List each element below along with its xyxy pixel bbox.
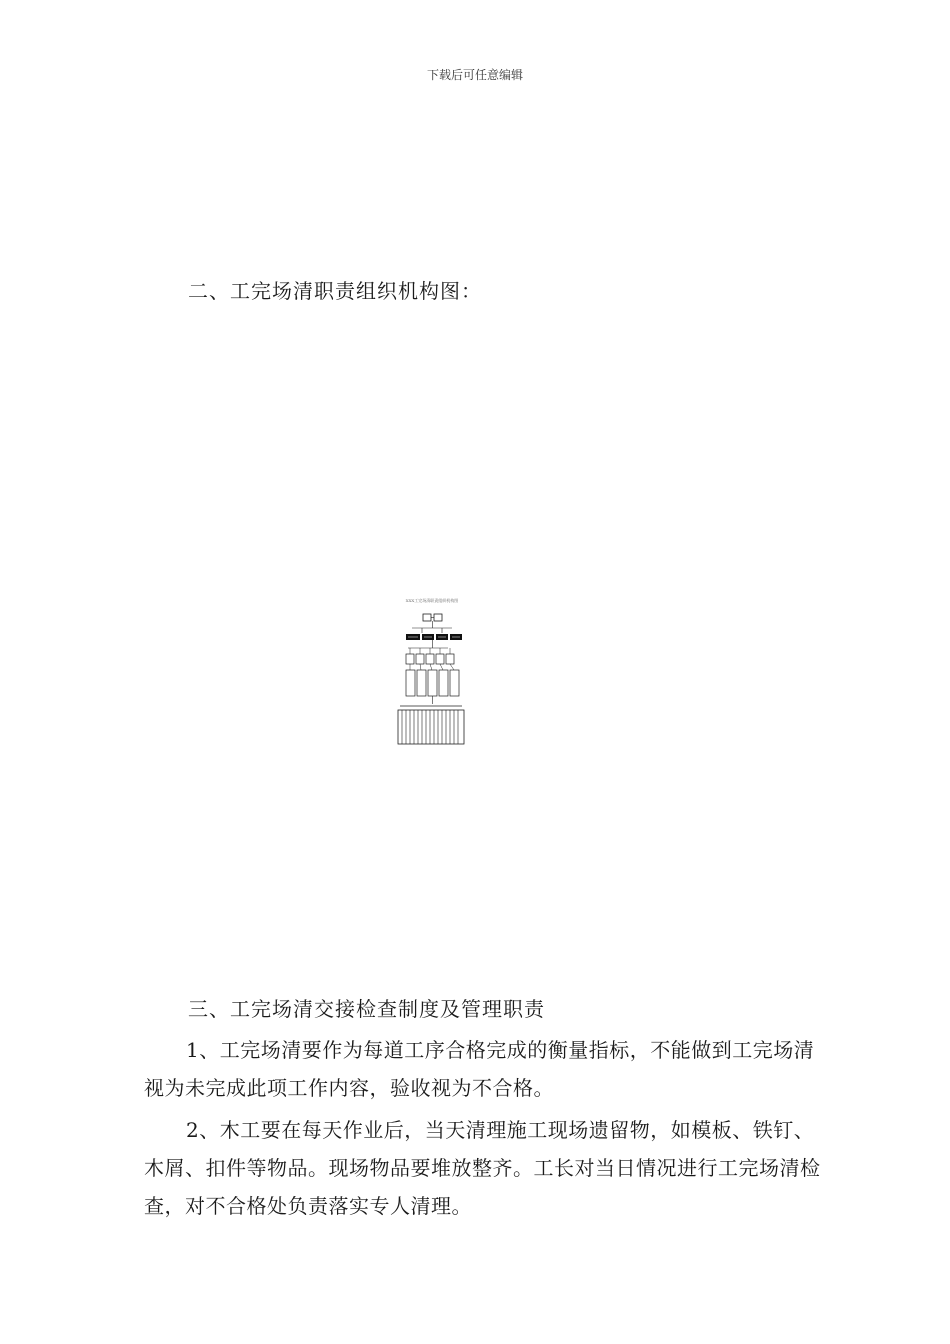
org-chart-image bbox=[396, 598, 468, 746]
paragraph-1: 1、工完场清要作为每道工序合格完成的衡量指标，不能做到工完场清视为未完成此项工作内容，验收视为不合格。 bbox=[144, 1038, 815, 1100]
org-chart-heading: 二、工完场清职责组织机构图： bbox=[188, 279, 482, 303]
org-chart-caption: XXX工完场清职责组织机构图 bbox=[405, 598, 459, 603]
org-chart-diagram bbox=[396, 598, 468, 746]
inspection-heading: 三、工完场清交接检查制度及管理职责 bbox=[188, 997, 545, 1021]
page-header: 下载后可任意编辑 bbox=[426, 68, 523, 82]
paragraph-2: 2、木工要在每天作业后，当天清理施工现场遗留物，如模板、铁钉、木屑、扣件等物品。现场物品要堆放整齐。工长对当日情况进行工完场清检查，对不合格处负责落实专人清理。 bbox=[144, 1118, 821, 1218]
